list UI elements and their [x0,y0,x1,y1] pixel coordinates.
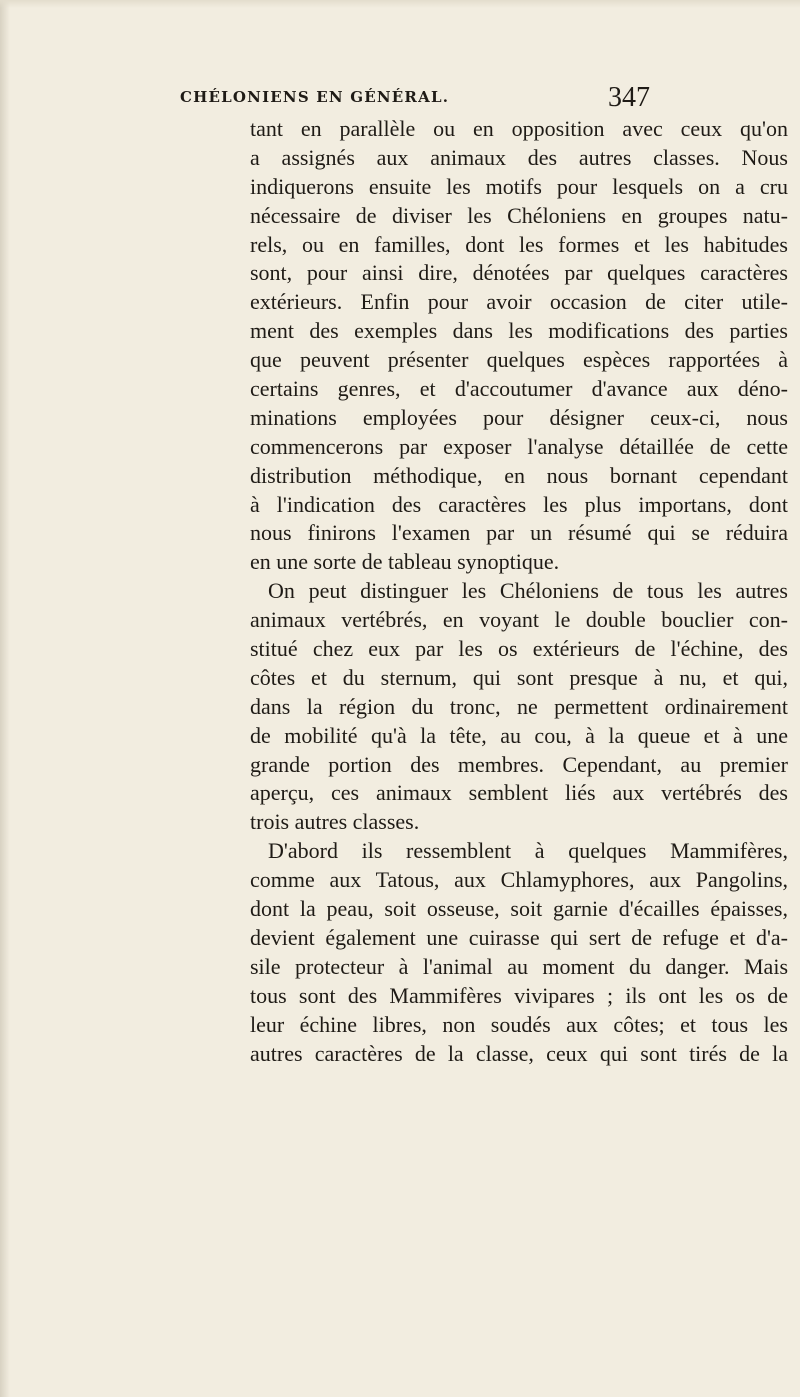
text-line: sont, pour ainsi dire, dénotées par quelques caractères [250,260,788,286]
page-number: 347 [608,82,650,113]
text-line: animaux vertébrés, en voyant le double bouclier con- [250,607,788,633]
text-line: que peuvent présenter quelques espèces rapportées à [250,347,788,373]
text-line: ment des exemples dans les modifications des parties [250,318,788,344]
page-header [180,82,650,116]
text-line: grande portion des membres. Cependant, au premier [250,751,788,777]
text-line: nous finirons l'examen par un résumé qui se réduira [250,520,788,546]
text-line: nécessaire de diviser les Chéloniens en groupes natu- [250,202,788,228]
text-line: D'abord ils ressemblent à quelques Mammifères, [268,838,788,864]
text-line: tous sont des Mammifères vivipares ; ils ont les os de [250,982,788,1008]
text-line: côtes et du sternum, qui sont presque à nu, et qui, [250,664,788,690]
body-text [250,115,788,1068]
text-line: dont la peau, soit osseuse, soit garnie d'écailles épaisses, [250,896,788,922]
text-line: en une sorte de tableau synoptique. [250,549,560,575]
text-line: leur échine libres, non soudés aux côtes; et tous les [250,1011,788,1037]
text-line: comme aux Tatous, aux Chlamyphores, aux Pangolins, [250,867,788,893]
page-top-shadow [0,0,800,8]
text-line: devient également une cuirasse qui sert de refuge et d'a- [250,924,788,950]
text-line: On peut distinguer les Chéloniens de tous les autres [268,578,788,604]
text-line: distribution méthodique, en nous bornant cependant [250,462,788,488]
page-edge-shadow [0,0,10,1397]
text-line: certains genres, et d'accoutumer d'avance aux déno- [250,376,788,402]
text-line: indiquerons ensuite les motifs pour lesquels on a cru [250,173,788,199]
text-line: a assignés aux animaux des autres classes. Nous [250,144,788,170]
text-line: tant en parallèle ou en opposition avec ceux qu'on [250,116,788,141]
text-line: aperçu, ces animaux semblent liés aux vertébrés des [250,780,788,806]
text-line: de mobilité qu'à la tête, au cou, à la queue et à une [250,722,788,748]
text-line: extérieurs. Enfin pour avoir occasion de citer utile- [250,289,788,315]
text-line: trois autres classes. [250,809,420,835]
text-line: minations employées pour désigner ceux-ci, nous [250,404,788,430]
text-line: dans la région du tronc, ne permettent ordinairement [250,693,788,719]
text-line: à l'indication des caractères les plus importans, dont [250,491,788,517]
text-line: autres caractères de la classe, ceux qui sont tirés de la [250,1040,788,1066]
text-line: sile protecteur à l'animal au moment du danger. Mais [250,953,788,979]
text-line: commencerons par exposer l'analyse détaillée de cette [250,433,788,459]
text-line: rels, ou en familles, dont les formes et les habitudes [250,231,788,257]
text-line: stitué chez eux par les os extérieurs de l'échine, des [250,636,788,662]
running-head: CHÉLONIENS EN GÉNÉRAL. [180,88,450,106]
